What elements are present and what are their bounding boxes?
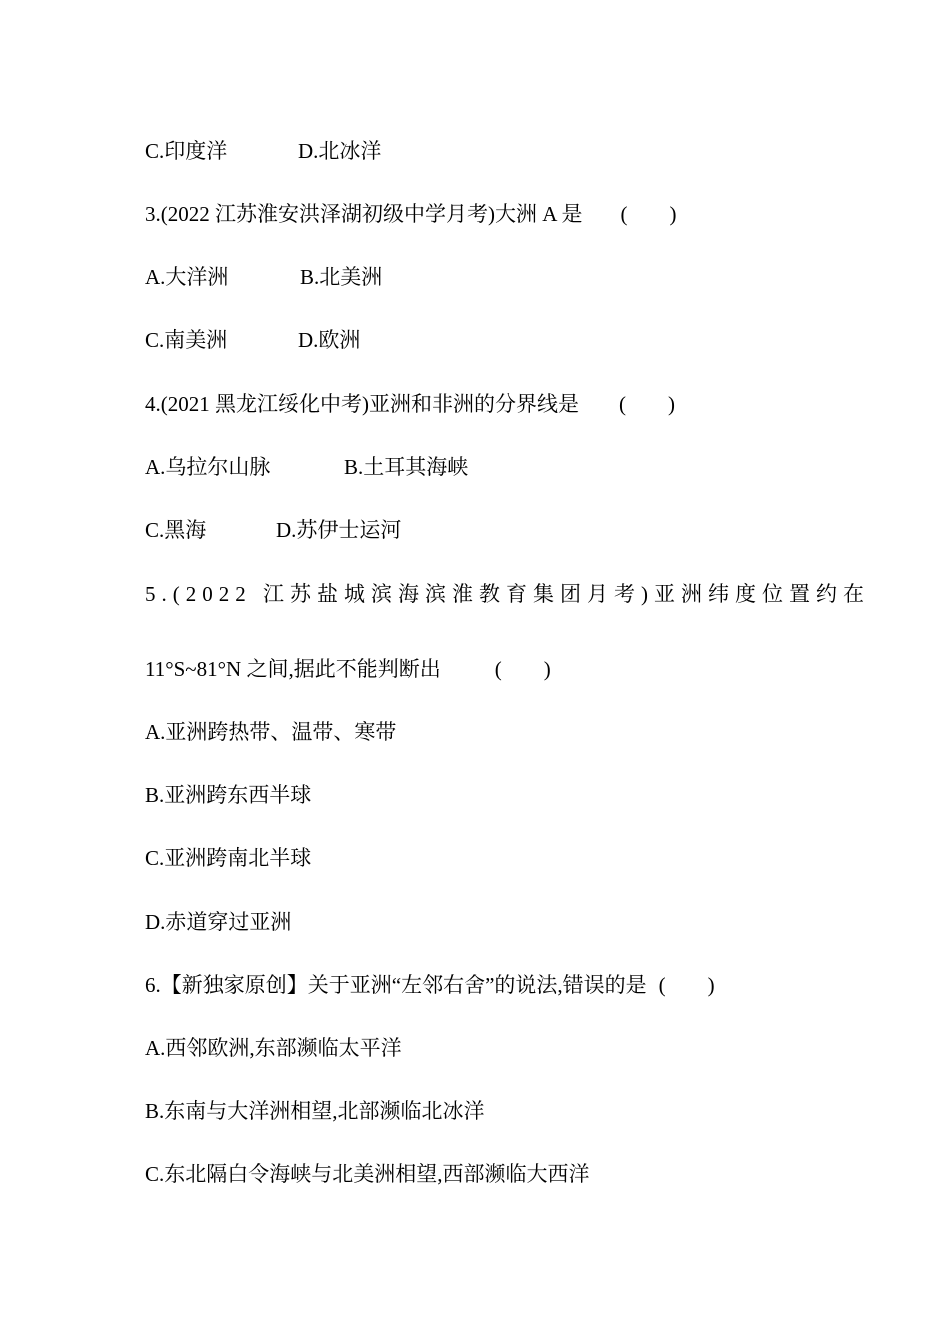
q4-stem: 4.(2021 黑龙江绥化中考)亚洲和非洲的分界线是 [145,392,579,416]
q5-option-c-line [145,844,311,872]
q3-options-cd [145,326,360,354]
q6-option-c-line [145,1160,590,1188]
q6-option-c: C.东北隔白令海峡与北美洲相望,西部濒临大西洋 [145,1162,590,1186]
q6-option-a: A.西邻欧洲,东部濒临太平洋 [145,1036,402,1060]
q5-stem-2: 11°S~81°N 之间,据此不能判断出 [145,657,441,681]
q3-option-d: D.欧洲 [298,328,361,352]
q5-answer-paren: ( ) [494,657,551,681]
q6-option-a-line [145,1034,402,1062]
q4-option-c: C.黑海 [145,518,207,542]
q4-answer-paren: ( ) [619,392,675,416]
q6-stem: 6.【新独家原创】关于亚洲“左邻右舍”的说法,错误的是 [145,973,647,997]
q2-option-c: C.印度洋 [145,139,228,163]
q2-option-d: D.北冰洋 [298,139,382,163]
q5-option-b-line [145,781,311,809]
q6-option-b: B.东南与大洋洲相望,北部濒临北冰洋 [145,1099,485,1123]
q3-option-c: C.南美洲 [145,328,228,352]
q5-stem-line-2 [145,655,551,683]
q4-options-ab [145,453,468,481]
q5-option-d-line [145,908,291,936]
q5-option-a: A.亚洲跨热带、温带、寒带 [145,720,397,744]
q3-options-ab [145,263,382,291]
q5-stem-1: 5.(2022 江苏盐城滨海滨淮教育集团月考)亚洲纬度位置约在 [145,582,870,606]
q2-options-cd [145,137,381,165]
q4-options-cd [145,516,401,544]
q6-answer-paren: ( ) [658,973,715,997]
q5-option-d: D.赤道穿过亚洲 [145,910,292,934]
q5-option-a-line [145,718,396,746]
q4-option-a: A.乌拉尔山脉 [145,455,271,479]
q3-stem: 3.(2022 江苏淮安洪泽湖初级中学月考)大洲 A 是 [145,202,583,226]
q4-option-b: B.土耳其海峡 [344,455,469,479]
q4-stem-line [145,390,675,418]
q3-option-a: A.大洋洲 [145,265,229,289]
q3-stem-line [145,200,677,228]
q6-stem-line [145,971,715,999]
q3-option-b: B.北美洲 [300,265,383,289]
q5-option-c: C.亚洲跨南北半球 [145,846,312,870]
q4-option-d: D.苏伊士运河 [276,518,402,542]
q5-stem-line-1 [145,580,870,608]
q3-answer-paren: ( ) [620,202,677,226]
q6-option-b-line [145,1097,485,1125]
q5-option-b: B.亚洲跨东西半球 [145,783,312,807]
